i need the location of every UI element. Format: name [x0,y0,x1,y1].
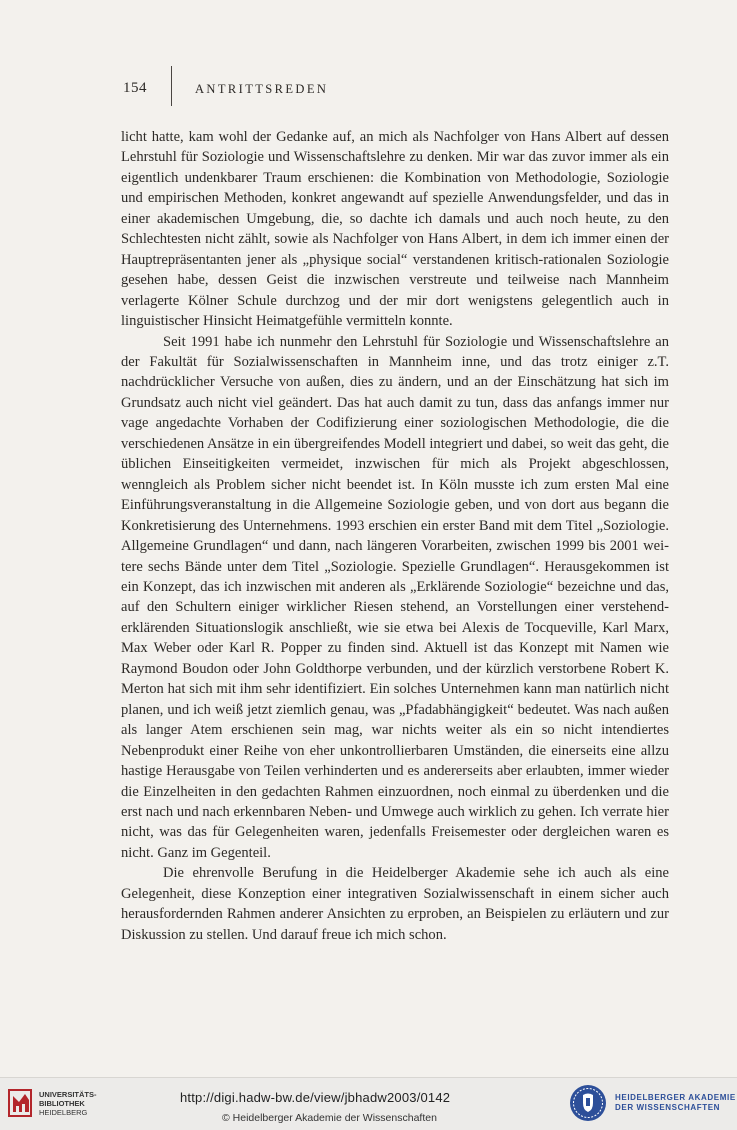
ub-heidelberg-logo-icon[interactable] [7,1086,35,1120]
paragraph-3: Die ehrenvolle Berufung in die Heidelberger Akademie sehe ich auch als eine Gelegenheit, diese Konzeption einer integrativen Sozialwissenschaft in einem sicher auch herausfordernden Rahmen anderer Ansichten zu erproben, an Beispielen zu erläutern und zur Diskussion zu stellen. Und darauf freue ich mich schon. [121,865,669,943]
library-name [39,1090,97,1117]
permalink-url[interactable]: http://digi.hadw-bw.de/view/jbhadw2003/0142 [180,1090,451,1105]
academy-name-line2: DER WISSENSCHAFTEN [615,1103,721,1112]
section-title: ANTRITTSREDEN [195,82,329,96]
academy-name-line1: HEIDELBERGER AKADEMIE [615,1093,736,1102]
running-head [120,78,617,102]
library-name-line2: BIBLIOTHEK [39,1099,85,1108]
copyright-notice: © Heidelberger Akademie der Wissenschaften [222,1112,437,1124]
paragraph-2: Seit 1991 habe ich nunmehr den Lehrstuhl für Soziologie und Wissenschaftslehre an der Fakultät für Sozialwissenschaften in Mannheim inne, und das trotz einiger z.T. nachdrücklicher Versuche von außen, dies zu ändern, und an der Einschätzung hat sich im Grundsatz auch nicht viel geändert. Das hat auch damit zu tun, dass das anfangs immer nur vage angedachte Vorhaben der Codifizierung einer soziologischen Methodologie, die die verschiedenen Ansätze in ein übergreifendes Modell integriert und dabei, so weit das geht, die üblichen Einseitigkeiten vermeidet, inzwischen für mich als Projekt abgeschlossen, wenngleich als Problem sicher nicht beendet ist. In Köln musste ich zum ersten Mal eine Einführungsveranstaltung in die Allgemeine Soziologie geben, und von dort aus begann die Konkretisierung des Unternehmens. 1993 erschien ein erster Band mit dem Titel „Soziologie. Allgemeine Grundlagen“ und dann, nach längeren Vorarbeiten, zwischen 1999 bis 2001 weitere sechs Bände unter dem Titel „Soziologie. Spezielle Grundlagen“. Herausgekommen ist ein Konzept, das ich inzwischen mit anderen als „Erklärende Soziologie“ bezeichne und das, auf den Schultern einiger wirklicher Riesen stehend, an Vorstellungen einer verstehend-erklärenden Situationslogik anschließt, wie sie etwa bei Alexis de Tocqueville, Karl Marx, Max Weber oder Karl R. Popper zu finden sind. Aktuell ist das Konzept mit Namen wie Raymond Boudon oder John Goldthorpe verbunden, und der kürzlich verstorbene Robert K. Merton hat sich mit ihm sehr identifiziert. Ein solches Unternehmen kann man natürlich nicht planen, und ich weiß jetzt ziemlich genau, was „Pfadabhängigkeit“ bedeutet. Was nach außen als langer Atem erschienen sein mag, war nichts weiter als ein so nicht intendiertes Nebenprodukt einer Reihe von eher unkontrollierbaren Umständen, die einerseits eine allzu hastige Herausgabe von Teilen verhinderten und es andererseits aber erlaubten, immer wieder die Einzelheiten in den gedachten Rahmen einzuordnen, noch einmal zu überdenken und die erst nach und nach erkennbaren Neben- und Umwege auch wirklich zu gehen. Ich verrate hier nicht, was das für Gelegenheiten waren, jedenfalls Freisemester oder dergleichen waren es nicht. Ganz im Gegenteil. [121,333,669,861]
digitization-footer [0,1077,737,1130]
academy-name [615,1093,736,1113]
library-name-line3: HEIDELBERG [39,1108,88,1117]
page-number: 154 [123,80,147,96]
header-divider [171,66,172,106]
hadw-seal-icon[interactable] [568,1083,608,1123]
library-name-line1: UNIVERSITÄTS- [39,1090,97,1099]
body-text [121,127,669,945]
paragraph-1: licht hatte, kam wohl der Gedanke auf, an mich als Nachfolger von Hans Albert auf dessen Lehrstuhl für Soziologie und Wissenschaftslehre zu denken. Mir war das zuvor immer als ein eigentlich undenkbarer Traum erschienen: die Kombination von Methodologie, Soziologie und empirischen Methoden, konkret angewandt auf spezielle Anwendungsfelder, und das in einer akademischen Umgebung, die, so dachte ich damals und auch noch heute, zu den Schlechtesten nicht zählt, sowie als Nachfolger von Hans Albert, in dem ich immer einen der Hauptrepräsentanten jener als „physique social“ verstandenen kritisch-rationalen Soziologie gesehen habe, dessen Geist die inzwischen verstreute und teilweise nach Mannheim verlagerte Kölner Schule durchzog und der mir dort wenigstens gelegentlich auch in linguistischer Hinsicht Heimatgefühle vermitteln konnte. [121,129,669,330]
